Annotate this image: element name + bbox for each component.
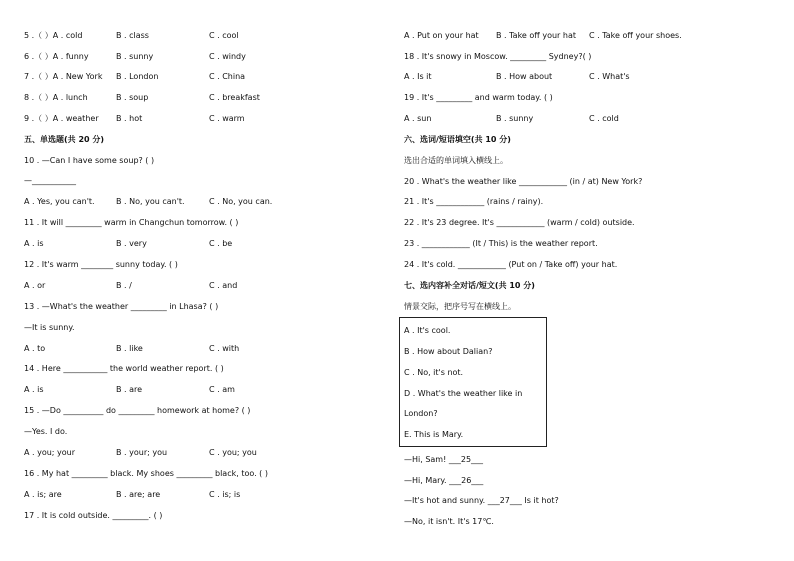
- question-11-option-a: A . is: [24, 239, 44, 248]
- question-7-option-c: C . China: [209, 72, 246, 81]
- dialogue-line-4: —No, it isn't. It's 17℃.: [404, 517, 494, 526]
- question-23: 23 . ____________ (It / This) is the weather report.: [404, 239, 598, 248]
- question-9-stem: 9 .（ ）A . weather: [24, 114, 99, 123]
- question-8: [24, 93, 260, 103]
- question-15-option-b: B . your; you: [116, 448, 168, 457]
- dialogue-line-3: —It's hot and sunny. ___27___ Is it hot?: [404, 496, 559, 505]
- question-5-option-b: B . class: [116, 31, 149, 40]
- box-option-a: A . It's cool.: [404, 326, 451, 335]
- question-6: [24, 52, 246, 62]
- question-16-option-a: A . is; are: [24, 490, 62, 499]
- question-15-answer: —Yes. I do.: [24, 427, 68, 436]
- question-10-option-b: B . No, you can't.: [116, 197, 185, 206]
- question-10-options: [24, 197, 273, 207]
- question-15-option-a: A . you; your: [24, 448, 76, 457]
- question-13-answer: —It is sunny.: [24, 323, 75, 332]
- question-12-options: [24, 281, 238, 291]
- question-20: 20 . What's the weather like ____________ (in / at) New York?: [404, 177, 643, 186]
- question-17-option-a: A . Put on your hat: [404, 31, 479, 40]
- dialogue-line-1: —Hi, Sam! ___25___: [404, 455, 484, 464]
- question-6-option-b: B . sunny: [116, 52, 154, 61]
- question-15-option-c: C . you; you: [209, 448, 257, 457]
- question-16-options: [24, 490, 241, 500]
- question-18-options: [404, 72, 630, 82]
- section-5-heading: 五、单选题(共 20 分): [24, 135, 105, 144]
- question-15-options: [24, 448, 257, 458]
- question-10-answer-blank: —___________: [24, 176, 76, 185]
- question-7-stem: 7 .（ ）A . New York: [24, 72, 103, 81]
- question-9-option-c: C . warm: [209, 114, 245, 123]
- question-19-option-a: A . sun: [404, 114, 432, 123]
- question-8-option-c: C . breakfast: [209, 93, 260, 102]
- question-17-options: [404, 31, 682, 41]
- box-option-e: E. This is Mary.: [404, 430, 464, 439]
- question-12-option-a: A . or: [24, 281, 46, 290]
- section-7-instruction: 情景交际，把序号写在横线上。: [404, 302, 516, 311]
- question-5-stem: 5 .（ ）A . cold: [24, 31, 83, 40]
- question-15-stem: 15 . —Do __________ do _________ homework at home? ( ): [24, 406, 251, 415]
- question-18-option-c: C . What's: [589, 72, 630, 81]
- question-24: 24 . It's cold. ____________ (Put on / Take off) your hat.: [404, 260, 618, 269]
- question-14-options: [24, 385, 235, 395]
- question-18-option-a: A . Is it: [404, 72, 432, 81]
- section-6-heading: 六、选词/短语填空(共 10 分): [404, 135, 511, 144]
- dialogue-line-2: —Hi, Mary. ___26___: [404, 476, 484, 485]
- question-10-option-c: C . No, you can.: [209, 197, 273, 206]
- section-7-heading: 七、选内容补全对话/短文(共 10 分): [404, 281, 535, 290]
- question-14-option-c: C . am: [209, 385, 235, 394]
- question-13-option-a: A . to: [24, 344, 46, 353]
- question-18-option-b: B . How about: [496, 72, 553, 81]
- box-option-c: C . No, it's not.: [404, 368, 464, 377]
- question-13-option-c: C . with: [209, 344, 240, 353]
- question-6-option-c: C . windy: [209, 52, 246, 61]
- question-16-option-c: C . is; is: [209, 490, 241, 499]
- question-12-option-b: B . /: [116, 281, 132, 290]
- question-19-options: [404, 114, 619, 124]
- question-12-stem: 12 . It's warm ________ sunny today. ( ): [24, 260, 178, 269]
- question-19-option-b: B . sunny: [496, 114, 534, 123]
- question-5: [24, 31, 239, 41]
- question-11-option-c: C . be: [209, 239, 233, 248]
- question-13-options: [24, 344, 240, 354]
- question-8-option-b: B . soup: [116, 93, 149, 102]
- question-19-stem: 19 . It's _________ and warm today. ( ): [404, 93, 553, 102]
- question-17-stem: 17 . It is cold outside. _________. ( ): [24, 511, 163, 520]
- question-16-stem: 16 . My hat _________ black. My shoes _________ black, too. ( ): [24, 469, 268, 478]
- question-21: 21 . It's ____________ (rains / rainy).: [404, 197, 544, 206]
- box-option-b: B . How about Dalian?: [404, 347, 493, 356]
- question-8-stem: 8 .（ ）A . lunch: [24, 93, 88, 102]
- question-7: [24, 72, 246, 82]
- question-22: 22 . It's 23 degree. It's ____________ (warm / cold) outside.: [404, 218, 635, 227]
- question-5-option-c: C . cool: [209, 31, 239, 40]
- question-14-option-a: A . is: [24, 385, 44, 394]
- question-14-stem: 14 . Here ___________ the world weather report. ( ): [24, 364, 224, 373]
- question-17-option-b: B . Take off your hat: [496, 31, 576, 40]
- question-7-option-b: B . London: [116, 72, 159, 81]
- options-box: [399, 317, 547, 447]
- question-12-option-c: C . and: [209, 281, 238, 290]
- question-17-option-c: C . Take off your shoes.: [589, 31, 682, 40]
- question-13-option-b: B . like: [116, 344, 143, 353]
- question-6-stem: 6 .（ ）A . funny: [24, 52, 89, 61]
- question-11-options: [24, 239, 233, 249]
- question-9-option-b: B . hot: [116, 114, 143, 123]
- question-14-option-b: B . are: [116, 385, 143, 394]
- question-16-option-b: B . are; are: [116, 490, 161, 499]
- question-9: [24, 114, 245, 124]
- question-11-option-b: B . very: [116, 239, 147, 248]
- question-10-stem: 10 . —Can I have some soup? ( ): [24, 156, 155, 165]
- question-18-stem: 18 . It's snowy in Moscow. _________ Sydney?( ): [404, 52, 592, 61]
- section-6-instruction: 选出合适的单词填入横线上。: [404, 156, 508, 165]
- box-option-d-continued: London?: [404, 409, 438, 418]
- question-11-stem: 11 . It will _________ warm in Changchun tomorrow. ( ): [24, 218, 239, 227]
- question-19-option-c: C . cold: [589, 114, 619, 123]
- question-10-option-a: A . Yes, you can't.: [24, 197, 95, 206]
- question-13-stem: 13 . —What's the weather _________ in Lhasa? ( ): [24, 302, 219, 311]
- box-option-d: D . What's the weather like in: [404, 389, 523, 398]
